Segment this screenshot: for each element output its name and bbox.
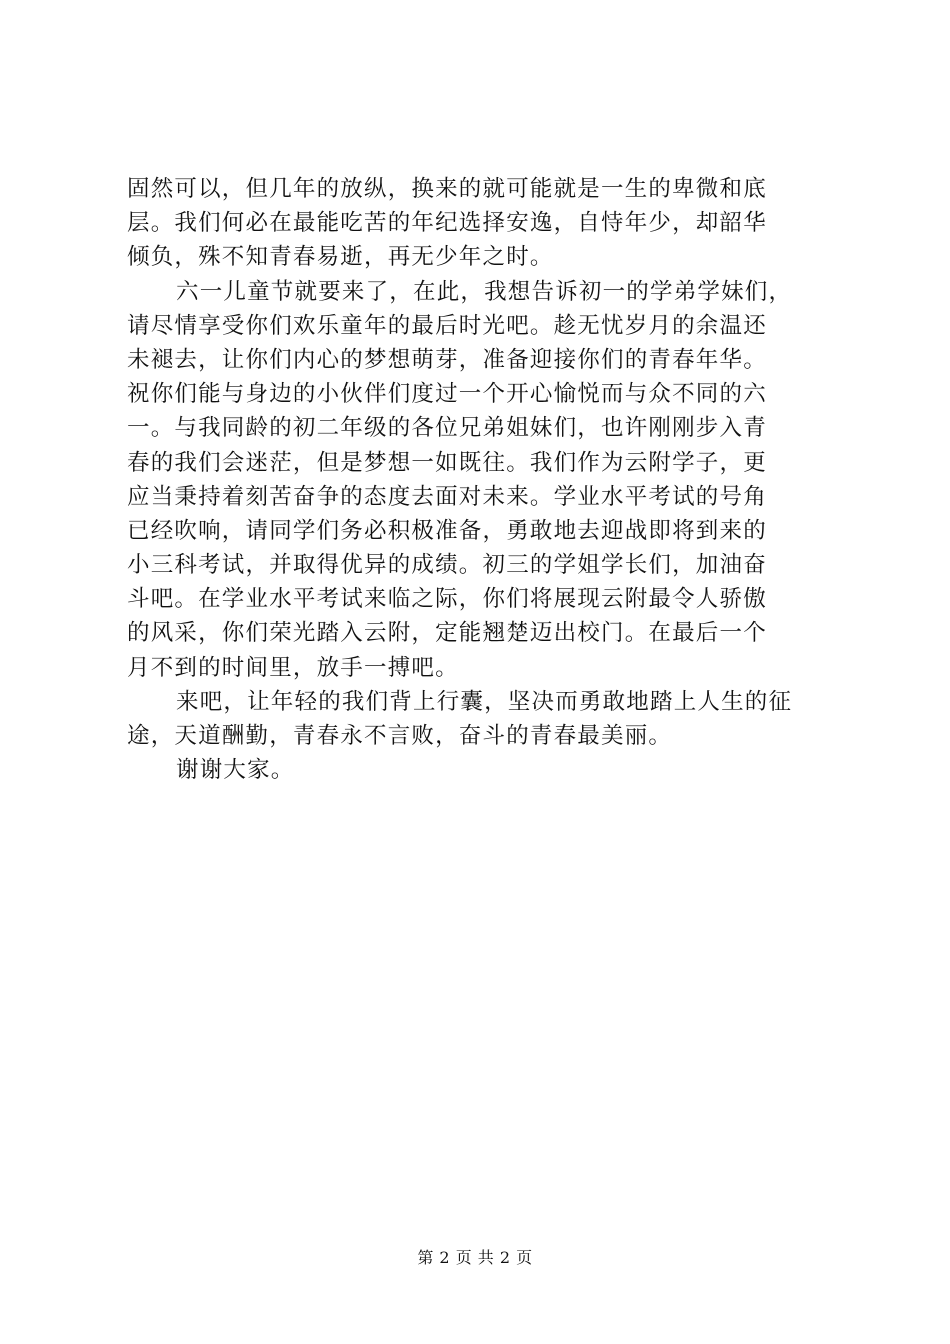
- text-line: 斗吧。在学业水平考试来临之际，你们将展现云附最令人骄傲: [127, 586, 767, 613]
- text-line: 应当秉持着刻苦奋争的态度去面对未来。学业水平考试的号角: [127, 483, 767, 510]
- text-line: 已经吹响，请同学们务必积极准备，勇敢地去迎战即将到来的: [127, 517, 767, 544]
- text-line: 固然可以，但几年的放纵，换来的就可能就是一生的卑微和底: [127, 176, 767, 202]
- text-line: 月不到的时间里，放手一搏吧。: [127, 654, 459, 681]
- text-line: 祝你们能与身边的小伙伴们度过一个开心愉悦而与众不同的六: [127, 381, 767, 408]
- text-line: 一。与我同龄的初二年级的各位兄弟姐妹们，也许刚刚步入青: [127, 415, 767, 442]
- text-line: 倾负，殊不知青春易逝，再无少年之时。: [127, 244, 554, 271]
- text-line: 途，天道酬勤，青春永不言败，奋斗的青春最美丽。: [127, 723, 673, 749]
- document-body: [127, 172, 827, 787]
- text-line: 的风采，你们荣光踏入云附，定能翘楚迈出校门。在最后一个: [127, 620, 767, 647]
- closing-line: 谢谢大家。: [176, 757, 295, 784]
- paragraph-start-line: 六一儿童节就要来了，在此，我想告诉初一的学弟学妹们，: [176, 278, 793, 305]
- text-line: 层。我们何必在最能吃苦的年纪选择安逸，自恃年少，却韶华: [127, 210, 767, 237]
- text-line: 春的我们会迷茫，但是梦想一如既往。我们作为云附学子，更: [127, 449, 767, 476]
- text-line: 请尽情享受你们欢乐童年的最后时光吧。趁无忧岁月的余温还: [127, 312, 767, 339]
- page-number-footer: 第 2 页 共 2 页: [417, 1248, 533, 1267]
- paragraph-start-line: 来吧，让年轻的我们背上行囊，坚决而勇敢地踏上人生的征: [176, 688, 793, 715]
- text-line: 小三科考试，并取得优异的成绩。初三的学姐学长们，加油奋: [127, 552, 767, 579]
- text-line: 未褪去，让你们内心的梦想萌芽，准备迎接你们的青春年华。: [127, 346, 767, 373]
